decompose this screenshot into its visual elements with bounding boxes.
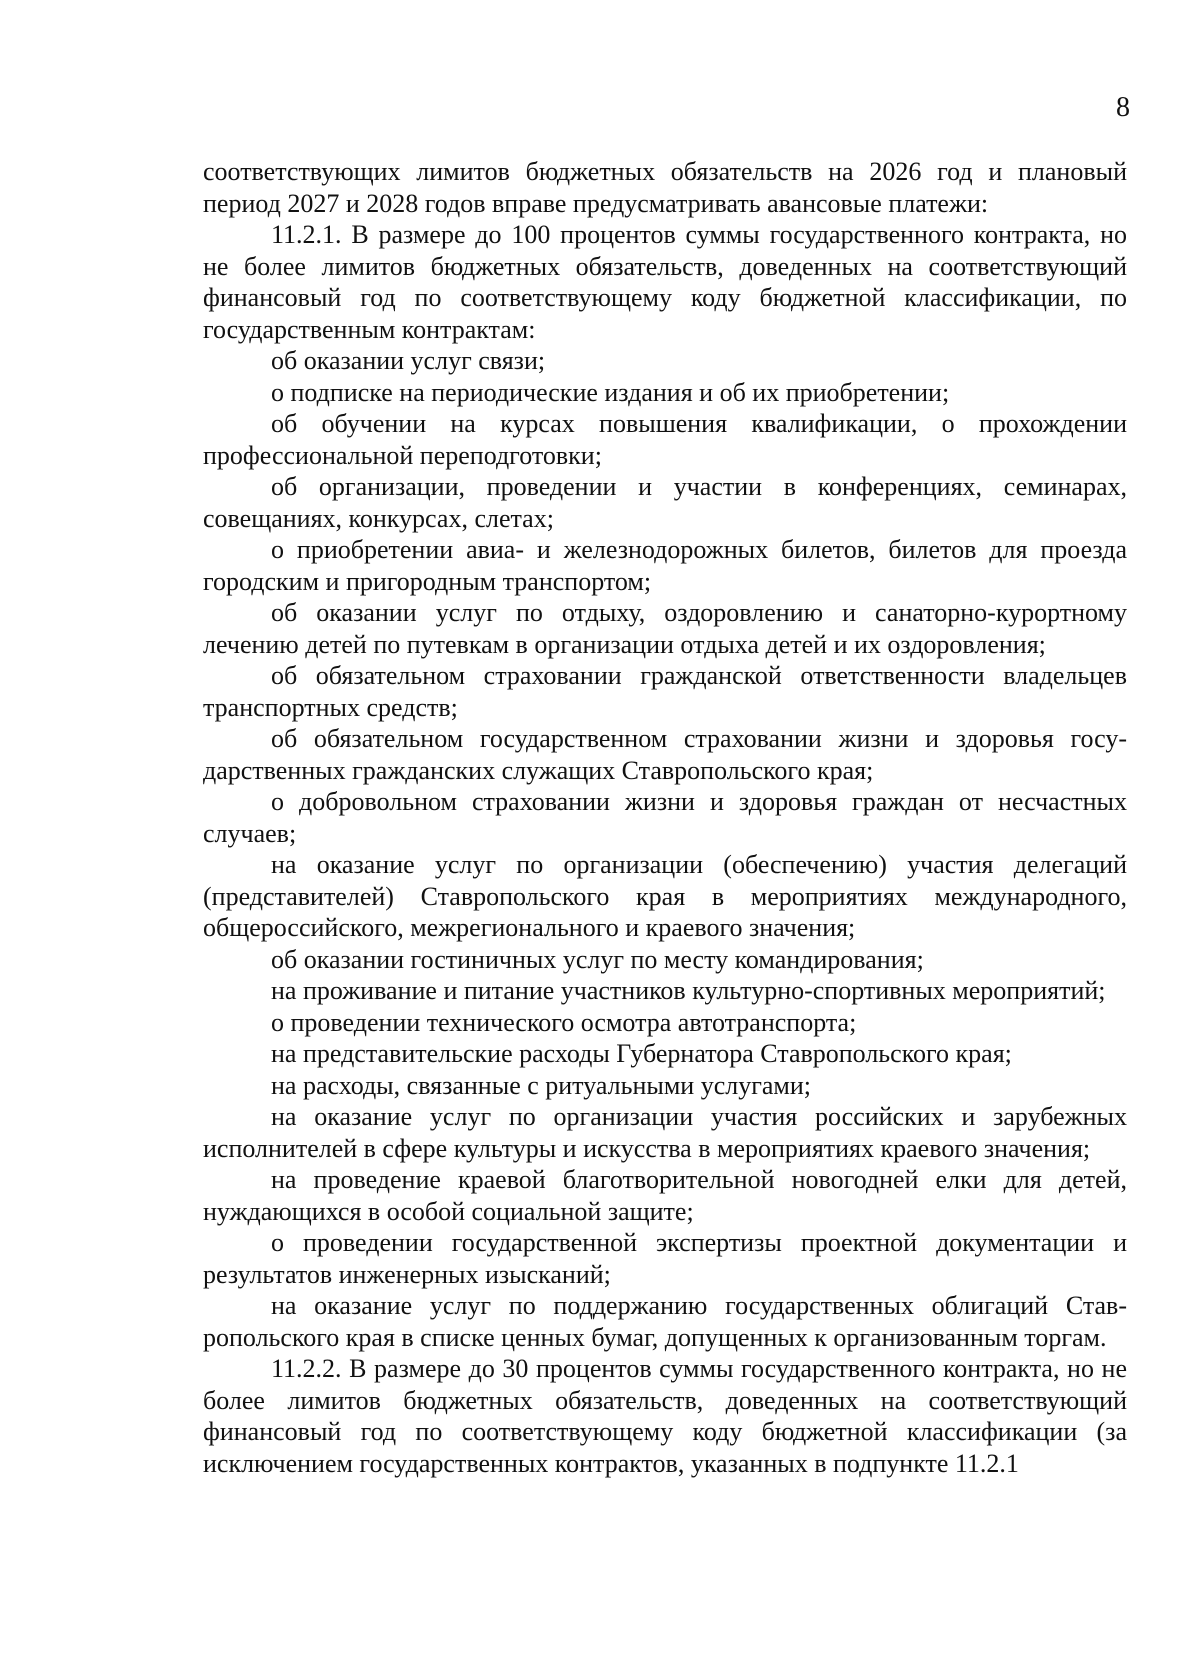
list-item: о приобретении авиа- и железнодорожных билетов, билетов для проезда городским и пригородным транспортом; xyxy=(203,535,1127,596)
list-item: на расходы, связанные с ритуальными услугами; xyxy=(271,1070,812,1100)
list-item: об оказании услуг по отдыху, оздоровлению и санаторно-курортному лечению детей по путевкам в организации отдыха детей и их оздоровления; xyxy=(203,598,1127,659)
clause-11-2-1: 11.2.1. В размере до 100 процентов суммы государственного контракта, но не более лимитов бюджетных обязательств, доведенных на соответствующий финансовый год по соответствующему коду бюджетной классификации, по государственным контрактам: xyxy=(203,220,1127,344)
list-item: на оказание услуг по организации (обеспечению) участия делегаций (представителей) Ставропольского края в мероприятиях международного, общероссийского, межрегионального и краевого значения; xyxy=(203,850,1127,942)
list-item: на проживание и питание участников культурно-спортивных мероприятий; xyxy=(271,976,1106,1005)
list-item: об организации, проведении и участии в конференциях, семинарах, совещаниях, конкурсах, слетах; xyxy=(203,472,1127,533)
list-item: об оказании услуг связи; xyxy=(271,346,546,375)
list-item: о добровольном страховании жизни и здоровья граждан от несчастных случаев; xyxy=(203,787,1127,848)
list-item: на оказание услуг по организации участия российских и зарубежных исполнителей в сфере культуры и искусства в мероприятиях краевого значения; xyxy=(203,1102,1127,1163)
page-number: 8 xyxy=(1116,92,1130,123)
list-item: на проведение краевой благотворительной новогодней елки для детей, нуждающихся в особой социальной защите; xyxy=(203,1165,1127,1226)
list-item: о подписке на периодические издания и об их приобретении; xyxy=(271,377,950,407)
list-item: об оказании гостиничных услуг по месту командирования; xyxy=(271,944,924,974)
list-item: на оказание услуг по поддержанию государственных облигаций Ставропольского края в списке ценных бумаг, допущенных к организованным торгам. xyxy=(203,1291,1127,1352)
paragraph-continuation: соответствующих лимитов бюджетных обязательств на 2026 год и плановый период 2027 и 2028 годов вправе предусматривать авансовые платежи: xyxy=(203,157,1127,218)
list-item: о проведении технического осмотра автотранспорта; xyxy=(271,1007,857,1037)
document-body xyxy=(203,156,1127,1479)
clause-11-2-2: 11.2.2. В размере до 30 процентов суммы государственного контракта, но не более лимитов бюджетных обязательств, доведенных на соответствующий финансовый год по соответствующему коду бюджетной классификации (за исключением государственных контрактов, указанных в подпункте 11.2.1 xyxy=(203,1354,1127,1478)
list-item: об обязательном государственном страховании жизни и здоровья государственных гражданских служащих Ставропольского края; xyxy=(203,724,1127,785)
list-item: о проведении государственной экспертизы проектной документации и результатов инженерных изысканий; xyxy=(203,1228,1127,1289)
list-item: об обязательном страховании гражданской ответственности владельцев транспортных средств; xyxy=(203,661,1127,722)
list-item: об обучении на курсах повышения квалификации, о прохождении профессиональной переподготовки; xyxy=(203,409,1127,470)
list-item: на представительские расходы Губернатора Ставропольского края; xyxy=(271,1039,1012,1068)
